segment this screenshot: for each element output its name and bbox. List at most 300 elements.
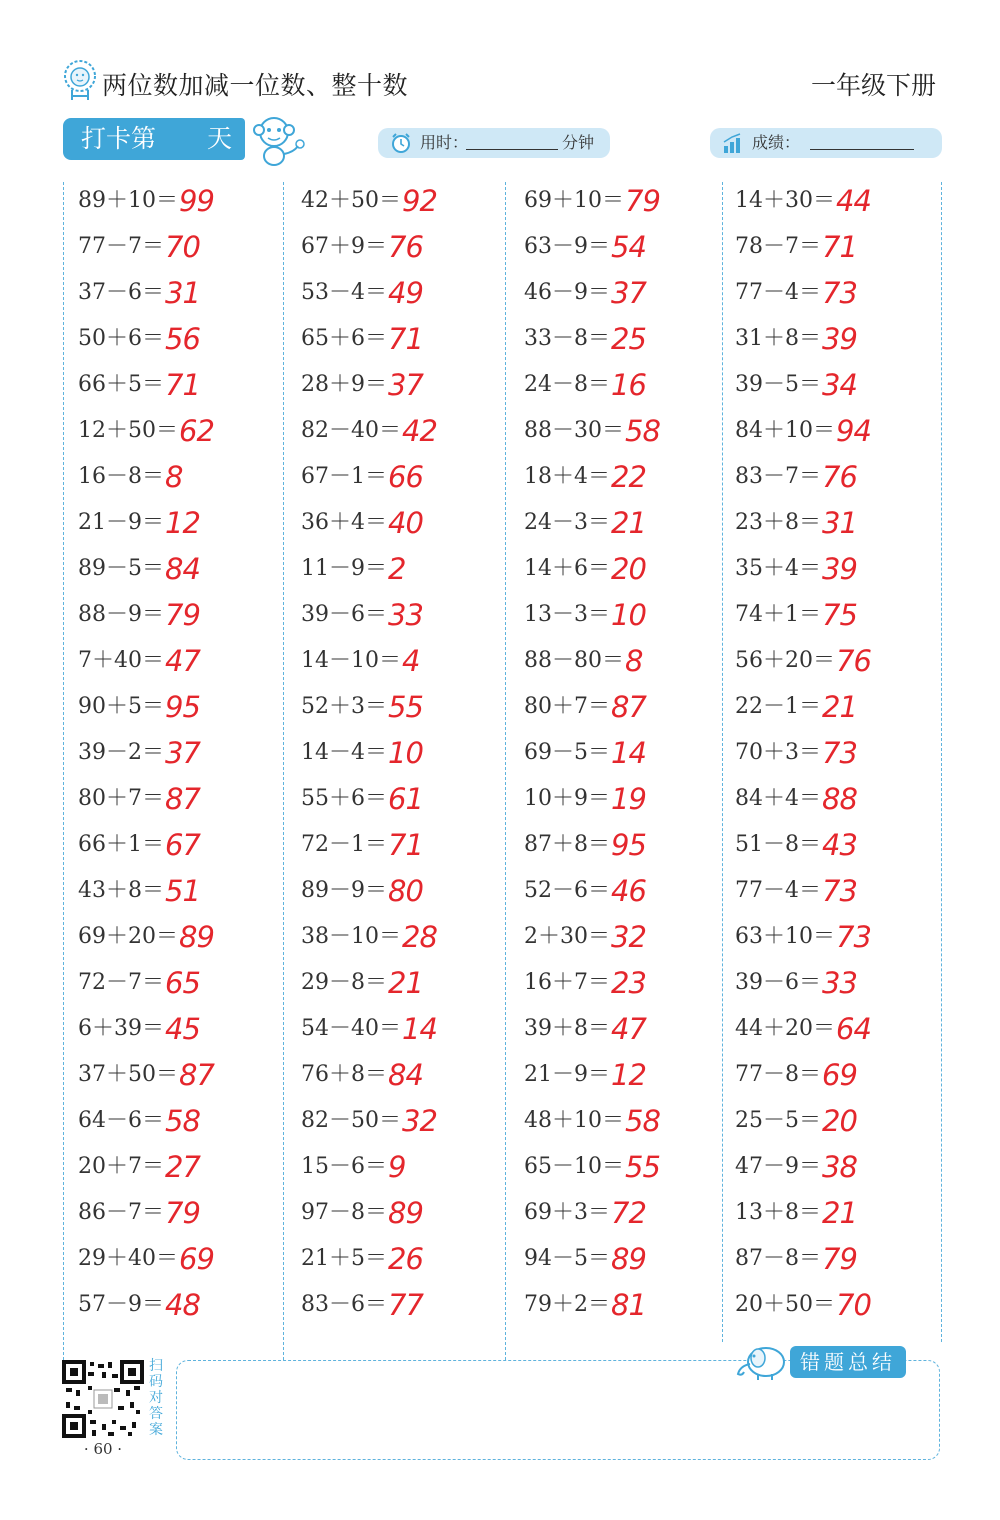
monkey-icon — [248, 112, 310, 168]
handwritten-answer: 42 — [402, 414, 437, 448]
problem-equation: 24－8＝ — [524, 372, 610, 397]
time-unit: 分钟 — [562, 133, 595, 152]
problem-equation: 13＋8＝ — [735, 1200, 821, 1225]
handwritten-answer: 89 — [611, 1242, 646, 1276]
problem-equation: 89－9＝ — [301, 878, 387, 903]
qr-caption: 扫码对答案 — [149, 1358, 163, 1438]
checkin-label: 打卡第 — [81, 124, 157, 153]
problem-row — [524, 868, 646, 914]
problem-row — [301, 914, 437, 960]
problem-equation: 66＋1＝ — [78, 832, 164, 857]
problem-row — [78, 178, 214, 224]
problem-row — [78, 546, 200, 592]
problem-row — [735, 776, 857, 822]
handwritten-answer: 47 — [611, 1012, 646, 1046]
handwritten-answer: 16 — [611, 368, 646, 402]
problem-row — [78, 868, 200, 914]
handwritten-answer: 71 — [388, 322, 423, 356]
problem-row — [78, 1144, 200, 1190]
handwritten-answer: 37 — [611, 276, 646, 310]
checkin-badge — [63, 118, 245, 160]
handwritten-answer: 22 — [611, 460, 646, 494]
handwritten-answer: 26 — [388, 1242, 423, 1276]
handwritten-answer: 31 — [165, 276, 200, 310]
handwritten-answer: 99 — [179, 184, 214, 218]
problem-equation: 24－3＝ — [524, 510, 610, 535]
problem-equation: 88－30＝ — [524, 418, 624, 443]
problem-row — [735, 684, 857, 730]
problem-row — [301, 316, 423, 362]
handwritten-answer: 71 — [822, 230, 857, 264]
problem-equation: 78－7＝ — [735, 234, 821, 259]
problem-row — [735, 1006, 871, 1052]
problem-row — [78, 316, 200, 362]
handwritten-answer: 81 — [611, 1288, 646, 1322]
problem-row — [735, 1144, 857, 1190]
problem-row — [301, 270, 423, 316]
problem-equation: 56＋20＝ — [735, 648, 835, 673]
problem-equation: 63－9＝ — [524, 234, 610, 259]
problem-equation: 21－9＝ — [78, 510, 164, 535]
problem-row — [735, 408, 871, 454]
problem-equation: 43＋8＝ — [78, 878, 164, 903]
problem-equation: 80＋7＝ — [524, 694, 610, 719]
problem-equation: 87＋8＝ — [524, 832, 610, 857]
problem-equation: 14＋6＝ — [524, 556, 610, 581]
problem-row — [78, 1282, 200, 1328]
handwritten-answer: 92 — [402, 184, 437, 218]
handwritten-answer: 43 — [822, 828, 857, 862]
problem-row — [78, 638, 200, 684]
handwritten-answer: 58 — [625, 1104, 660, 1138]
problem-equation: 64－6＝ — [78, 1108, 164, 1133]
problem-row — [301, 592, 423, 638]
problem-row — [78, 1236, 214, 1282]
problem-equation: 38－10＝ — [301, 924, 401, 949]
problem-equation: 65－10＝ — [524, 1154, 624, 1179]
lion-icon — [60, 58, 100, 102]
column-divider — [63, 182, 64, 1360]
problem-equation: 29＋40＝ — [78, 1246, 178, 1271]
problem-equation: 14－4＝ — [301, 740, 387, 765]
handwritten-answer: 76 — [388, 230, 423, 264]
problem-equation: 11－9＝ — [301, 556, 387, 581]
problem-row — [78, 1098, 200, 1144]
problem-row — [301, 684, 423, 730]
problem-row — [301, 1236, 423, 1282]
problem-equation: 77－8＝ — [735, 1062, 821, 1087]
handwritten-answer: 2 — [388, 552, 406, 586]
column-divider — [722, 182, 723, 1342]
problem-row — [735, 1052, 857, 1098]
problem-row — [524, 638, 642, 684]
handwritten-answer: 10 — [388, 736, 423, 770]
problem-row — [735, 1236, 857, 1282]
handwritten-answer: 23 — [611, 966, 646, 1000]
problem-equation: 51－8＝ — [735, 832, 821, 857]
handwritten-answer: 76 — [822, 460, 857, 494]
problem-row — [524, 362, 646, 408]
problem-equation: 65＋6＝ — [301, 326, 387, 351]
problem-row — [301, 1282, 423, 1328]
mistakes-label: 错题总结 — [790, 1346, 906, 1378]
problem-equation: 94－5＝ — [524, 1246, 610, 1271]
handwritten-answer: 72 — [611, 1196, 646, 1230]
problem-equation: 21＋5＝ — [301, 1246, 387, 1271]
problem-equation: 47－9＝ — [735, 1154, 821, 1179]
problem-equation: 82－50＝ — [301, 1108, 401, 1133]
problem-equation: 88－80＝ — [524, 648, 624, 673]
problem-row — [301, 408, 437, 454]
problem-equation: 66＋5＝ — [78, 372, 164, 397]
handwritten-answer: 61 — [388, 782, 423, 816]
problem-equation: 18＋4＝ — [524, 464, 610, 489]
problem-equation: 39－5＝ — [735, 372, 821, 397]
problem-equation: 28＋9＝ — [301, 372, 387, 397]
handwritten-answer: 73 — [836, 920, 871, 954]
problem-row — [301, 1052, 423, 1098]
handwritten-answer: 79 — [625, 184, 660, 218]
handwritten-answer: 94 — [836, 414, 871, 448]
problem-row — [524, 454, 646, 500]
problem-row — [78, 362, 200, 408]
problem-equation: 48＋10＝ — [524, 1108, 624, 1133]
handwritten-answer: 14 — [402, 1012, 437, 1046]
problem-equation: 88－9＝ — [78, 602, 164, 627]
problem-equation: 69＋3＝ — [524, 1200, 610, 1225]
problem-equation: 6＋39＝ — [78, 1016, 164, 1041]
handwritten-answer: 25 — [611, 322, 646, 356]
problem-row — [735, 362, 857, 408]
problem-equation: 39－6＝ — [301, 602, 387, 627]
handwritten-answer: 55 — [625, 1150, 660, 1184]
problem-row — [301, 960, 423, 1006]
handwritten-answer: 12 — [165, 506, 200, 540]
problem-equation: 74＋1＝ — [735, 602, 821, 627]
problem-row — [735, 178, 871, 224]
handwritten-answer: 33 — [388, 598, 423, 632]
handwritten-answer: 58 — [165, 1104, 200, 1138]
elephant-icon — [732, 1340, 792, 1382]
problem-row — [78, 270, 200, 316]
problem-equation: 46－9＝ — [524, 280, 610, 305]
problem-equation: 57－9＝ — [78, 1292, 164, 1317]
handwritten-answer: 31 — [822, 506, 857, 540]
page-number: · 60 · — [83, 1440, 123, 1458]
handwritten-answer: 20 — [611, 552, 646, 586]
problem-equation: 83－7＝ — [735, 464, 821, 489]
score-label: 成绩： — [752, 133, 801, 152]
handwritten-answer: 37 — [388, 368, 423, 402]
problem-row — [524, 408, 660, 454]
handwritten-answer: 95 — [165, 690, 200, 724]
problem-row — [301, 178, 437, 224]
handwritten-answer: 32 — [611, 920, 646, 954]
problem-row — [301, 822, 423, 868]
problem-equation: 89－5＝ — [78, 556, 164, 581]
handwritten-answer: 67 — [165, 828, 200, 862]
handwritten-answer: 45 — [165, 1012, 200, 1046]
problem-equation: 15－6＝ — [301, 1154, 387, 1179]
problem-equation: 53－4＝ — [301, 280, 387, 305]
problem-row — [78, 960, 200, 1006]
problem-row — [524, 592, 646, 638]
handwritten-answer: 69 — [179, 1242, 214, 1276]
handwritten-answer: 66 — [388, 460, 423, 494]
handwritten-answer: 55 — [388, 690, 423, 724]
problem-equation: 50＋6＝ — [78, 326, 164, 351]
problem-row — [78, 500, 200, 546]
problem-equation: 42＋50＝ — [301, 188, 401, 213]
handwritten-answer: 21 — [388, 966, 423, 1000]
problem-equation: 52－6＝ — [524, 878, 610, 903]
problem-equation: 16＋7＝ — [524, 970, 610, 995]
handwritten-answer: 8 — [625, 644, 643, 678]
problem-row — [524, 914, 646, 960]
handwritten-answer: 10 — [611, 598, 646, 632]
problem-equation: 77－4＝ — [735, 280, 821, 305]
problem-row — [524, 1282, 646, 1328]
handwritten-answer: 58 — [625, 414, 660, 448]
problem-row — [78, 914, 214, 960]
handwritten-answer: 69 — [822, 1058, 857, 1092]
problem-equation: 52＋3＝ — [301, 694, 387, 719]
problem-row — [301, 1144, 405, 1190]
column-divider — [941, 182, 942, 1342]
problem-row — [78, 592, 200, 638]
problem-equation: 72－7＝ — [78, 970, 164, 995]
handwritten-answer: 79 — [165, 1196, 200, 1230]
problem-equation: 84＋4＝ — [735, 786, 821, 811]
problem-equation: 84＋10＝ — [735, 418, 835, 443]
handwritten-answer: 19 — [611, 782, 646, 816]
problem-equation: 22－1＝ — [735, 694, 821, 719]
problem-equation: 14－10＝ — [301, 648, 401, 673]
handwritten-answer: 34 — [822, 368, 857, 402]
problem-row — [735, 500, 857, 546]
handwritten-answer: 9 — [388, 1150, 406, 1184]
handwritten-answer: 56 — [165, 322, 200, 356]
problem-row — [78, 1052, 214, 1098]
problem-row — [524, 1236, 646, 1282]
handwritten-answer: 46 — [611, 874, 646, 908]
problem-row — [78, 1190, 200, 1236]
problem-equation: 87－8＝ — [735, 1246, 821, 1271]
problem-equation: 21－9＝ — [524, 1062, 610, 1087]
problem-equation: 72－1＝ — [301, 832, 387, 857]
problem-row — [524, 1144, 660, 1190]
problem-row — [301, 224, 423, 270]
handwritten-answer: 12 — [611, 1058, 646, 1092]
problem-row — [301, 362, 423, 408]
problem-equation: 33－8＝ — [524, 326, 610, 351]
problem-equation: 35＋4＝ — [735, 556, 821, 581]
problem-equation: 82－40＝ — [301, 418, 401, 443]
handwritten-answer: 71 — [165, 368, 200, 402]
problem-equation: 77－7＝ — [78, 234, 164, 259]
problem-row — [735, 960, 857, 1006]
problem-row — [78, 822, 200, 868]
problem-equation: 20＋50＝ — [735, 1292, 835, 1317]
problem-row — [78, 730, 200, 776]
problem-row — [301, 454, 423, 500]
handwritten-answer: 14 — [611, 736, 646, 770]
problem-equation: 79＋2＝ — [524, 1292, 610, 1317]
problem-row — [301, 546, 405, 592]
qr-code[interactable] — [62, 1360, 144, 1438]
problem-row — [301, 868, 423, 914]
problem-row — [735, 868, 857, 914]
handwritten-answer: 47 — [165, 644, 200, 678]
problem-row — [524, 1052, 646, 1098]
handwritten-answer: 4 — [402, 644, 420, 678]
problem-equation: 83－6＝ — [301, 1292, 387, 1317]
problem-equation: 39－2＝ — [78, 740, 164, 765]
handwritten-answer: 87 — [611, 690, 646, 724]
handwritten-answer: 20 — [822, 1104, 857, 1138]
problem-equation: 80＋7＝ — [78, 786, 164, 811]
handwritten-answer: 44 — [836, 184, 871, 218]
problem-equation: 89＋10＝ — [78, 188, 178, 213]
time-blank[interactable] — [466, 149, 558, 150]
problem-equation: 69＋10＝ — [524, 188, 624, 213]
problem-equation: 7＋40＝ — [78, 648, 164, 673]
score-blank[interactable] — [810, 149, 914, 150]
problem-equation: 55＋6＝ — [301, 786, 387, 811]
problem-equation: 67－1＝ — [301, 464, 387, 489]
problem-row — [524, 316, 646, 362]
handwritten-answer: 21 — [822, 690, 857, 724]
problem-row — [735, 638, 871, 684]
problem-row — [524, 178, 660, 224]
problem-row — [735, 730, 857, 776]
handwritten-answer: 51 — [165, 874, 200, 908]
problem-row — [301, 500, 423, 546]
problem-row — [524, 546, 646, 592]
handwritten-answer: 71 — [388, 828, 423, 862]
problem-equation: 37＋50＝ — [78, 1062, 178, 1087]
problem-row — [301, 730, 423, 776]
handwritten-answer: 49 — [388, 276, 423, 310]
problem-row — [78, 454, 182, 500]
time-field — [378, 128, 610, 158]
problem-row — [524, 1190, 646, 1236]
handwritten-answer: 95 — [611, 828, 646, 862]
problem-equation: 90＋5＝ — [78, 694, 164, 719]
handwritten-answer: 87 — [179, 1058, 214, 1092]
handwritten-answer: 39 — [822, 552, 857, 586]
problem-row — [735, 224, 857, 270]
handwritten-answer: 64 — [836, 1012, 871, 1046]
problem-row — [735, 822, 857, 868]
handwritten-answer: 75 — [822, 598, 857, 632]
problem-equation: 12＋50＝ — [78, 418, 178, 443]
handwritten-answer: 70 — [165, 230, 200, 264]
handwritten-answer: 21 — [611, 506, 646, 540]
problem-equation: 20＋7＝ — [78, 1154, 164, 1179]
problem-row — [301, 1006, 437, 1052]
problem-row — [78, 408, 214, 454]
handwritten-answer: 88 — [822, 782, 857, 816]
problem-row — [524, 684, 646, 730]
problem-equation: 39＋8＝ — [524, 1016, 610, 1041]
problem-equation: 37－6＝ — [78, 280, 164, 305]
problem-row — [301, 638, 419, 684]
handwritten-answer: 87 — [165, 782, 200, 816]
handwritten-answer: 27 — [165, 1150, 200, 1184]
handwritten-answer: 73 — [822, 736, 857, 770]
column-divider — [283, 182, 284, 1360]
problem-equation: 29－8＝ — [301, 970, 387, 995]
problem-row — [524, 960, 646, 1006]
problem-equation: 69－5＝ — [524, 740, 610, 765]
handwritten-answer: 40 — [388, 506, 423, 540]
handwritten-answer: 79 — [165, 598, 200, 632]
handwritten-answer: 80 — [388, 874, 423, 908]
problem-row — [301, 1098, 437, 1144]
handwritten-answer: 73 — [822, 276, 857, 310]
problem-row — [735, 914, 871, 960]
handwritten-answer: 33 — [822, 966, 857, 1000]
page-title: 两位数加减一位数、整十数 — [102, 71, 409, 100]
problem-row — [735, 546, 857, 592]
handwritten-answer: 62 — [179, 414, 214, 448]
handwritten-answer: 73 — [822, 874, 857, 908]
problem-equation: 67＋9＝ — [301, 234, 387, 259]
problem-row — [524, 500, 646, 546]
handwritten-answer: 79 — [822, 1242, 857, 1276]
problem-row — [78, 684, 200, 730]
problem-equation: 16－8＝ — [78, 464, 164, 489]
handwritten-answer: 65 — [165, 966, 200, 1000]
problem-row — [524, 776, 646, 822]
problem-equation: 69＋20＝ — [78, 924, 178, 949]
handwritten-answer: 84 — [388, 1058, 423, 1092]
handwritten-answer: 89 — [388, 1196, 423, 1230]
time-label: 用时： — [420, 133, 469, 152]
handwritten-answer: 32 — [402, 1104, 437, 1138]
handwritten-answer: 38 — [822, 1150, 857, 1184]
problem-row — [735, 270, 857, 316]
problem-row — [78, 224, 200, 270]
problem-equation: 54－40＝ — [301, 1016, 401, 1041]
problem-row — [524, 270, 646, 316]
problem-equation: 63＋10＝ — [735, 924, 835, 949]
problem-row — [524, 730, 646, 776]
handwritten-answer: 89 — [179, 920, 214, 954]
handwritten-answer: 84 — [165, 552, 200, 586]
handwritten-answer: 54 — [611, 230, 646, 264]
problem-row — [735, 1190, 857, 1236]
handwritten-answer: 37 — [165, 736, 200, 770]
handwritten-answer: 70 — [836, 1288, 871, 1322]
problem-equation: 76＋8＝ — [301, 1062, 387, 1087]
problem-equation: 97－8＝ — [301, 1200, 387, 1225]
handwritten-answer: 28 — [402, 920, 437, 954]
problem-equation: 39－6＝ — [735, 970, 821, 995]
handwritten-answer: 76 — [836, 644, 871, 678]
problem-row — [524, 1098, 660, 1144]
handwritten-answer: 39 — [822, 322, 857, 356]
problem-equation: 70＋3＝ — [735, 740, 821, 765]
problem-equation: 86－7＝ — [78, 1200, 164, 1225]
handwritten-answer: 77 — [388, 1288, 423, 1322]
problem-equation: 44＋20＝ — [735, 1016, 835, 1041]
problem-equation: 14＋30＝ — [735, 188, 835, 213]
problem-row — [78, 776, 200, 822]
checkin-day-label: 天 — [207, 124, 233, 153]
problem-row — [301, 776, 423, 822]
